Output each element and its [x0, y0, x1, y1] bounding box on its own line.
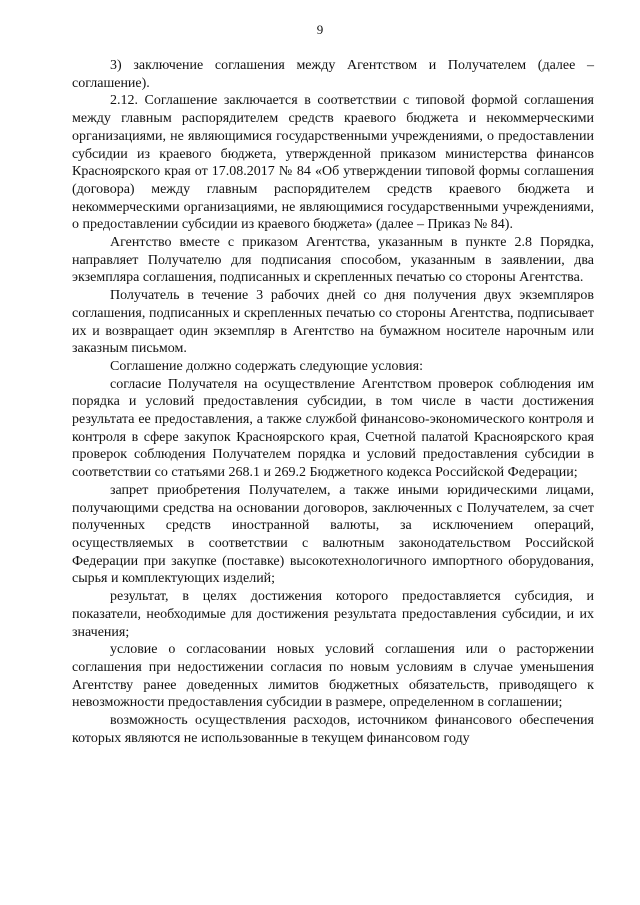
paragraph-condition-result: результат, в целях достижения которого предоставляется субсидия, и показатели, необходимые для достижения результата предоставления субсидии, и их значения; — [72, 589, 594, 640]
paragraph-recipient-signs: Получатель в течение 3 рабочих дней со дня получения двух экземпляров соглашения, подписанных и скрепленных печатью со стороны Агентства, подписывает их и возвращает один экземпляр в Агентство на бумажном носителе нарочным или заказным письмом. — [72, 288, 594, 357]
paragraph-condition-expenses: возможность осуществления расходов, источником финансового обеспечения которых являются не использованные в текущем финансовом году — [72, 713, 594, 746]
page-number: 9 — [316, 22, 324, 37]
paragraph-agency-sends: Агентство вместе с приказом Агентства, указанным в пункте 2.8 Порядка, направляет Получателю для подписания способом, указанным в заявлении, два экземпляра соглашения, подписанных и скрепленных печатью со стороны Агентства. — [72, 235, 594, 286]
paragraph-item-3: 3) заключение соглашения между Агентством и Получателем (далее – соглашение). — [72, 58, 594, 91]
paragraph-conditions-intro: Соглашение должно содержать следующие условия: — [110, 358, 423, 374]
paragraph-condition-currency-ban: запрет приобретения Получателем, а также иными юридическими лицами, получающими средства на основании договоров, заключенных с Получателем, за счет полученных средств иностранной валюты, за исключением операций, осуществляемых в соответствии с валютным законодательством Российской Федерации при закупке (поставке) высокотехнологичного импортного оборудования, сырья и комплектующих изделий; — [72, 482, 594, 587]
document-body — [72, 57, 594, 747]
paragraph-2-12: 2.12. Соглашение заключается в соответствии с типовой формой соглашения между главным распорядителем средств краевого бюджета и некоммерческими организациями, не являющимися государственными учреждениями, о предоставлении субсидии из краевого бюджета, утвержденной приказом министерства финансов Красноярского края от 17.08.2017 № 84 «Об утверждении типовой формы соглашения (договора) между главным распорядителем средств краевого бюджета и некоммерческими организациями, не являющимися государственными учреждениями, о предоставлении субсидии из краевого бюджета» (далее – Приказ № 84). — [72, 93, 594, 233]
paragraph-condition-new-terms: условие о согласовании новых условий соглашения или о расторжении соглашения при недостижении согласия по новым условиям в случае уменьшения Агентству ранее доведенных лимитов бюджетных обязательств, приводящего к невозможности предоставления субсидии в размере, определенном в соглашении; — [72, 642, 594, 711]
paragraph-condition-consent: согласие Получателя на осуществление Агентством проверок соблюдения им порядка и условий предоставления субсидии, в том числе в части достижения результата ее предоставления, а также службой финансово-экономического контроля и контроля в сфере закупок Красноярского края, Счетной палатой Красноярского края проверок соблюдения Получателем порядка и условий предоставления субсидии в соответствии со статьями 268.1 и 269.2 Бюджетного кодекса Российской Федерации; — [72, 376, 594, 481]
